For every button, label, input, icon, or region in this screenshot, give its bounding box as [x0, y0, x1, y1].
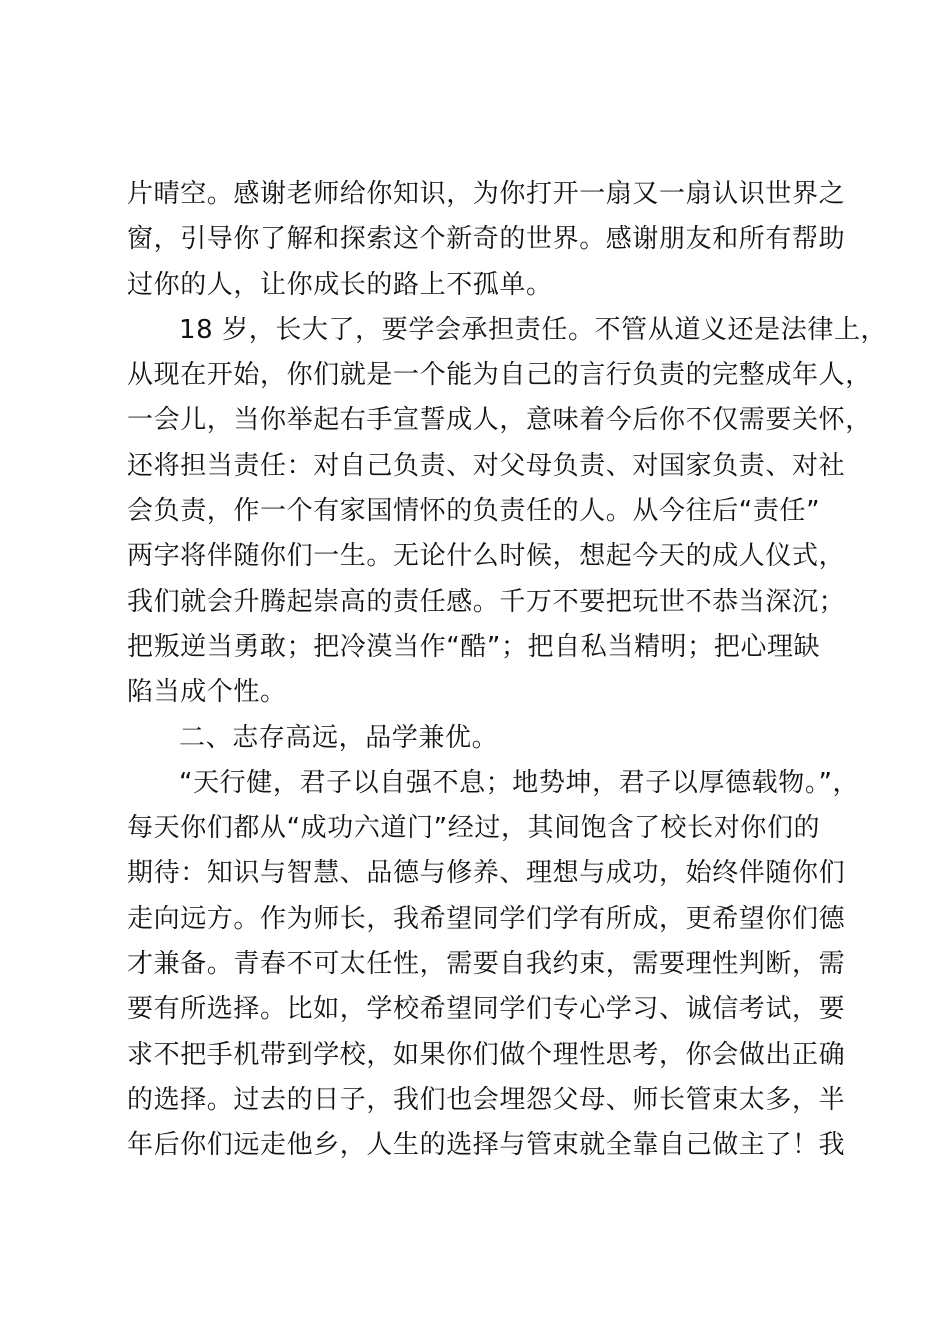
document-body — [127, 172, 888, 1169]
paragraph-start-line: 18 岁，长大了，要学会承担责任。不管从道义还是法律上， — [179, 314, 888, 345]
text-line: 年后你们远走他乡，人生的选择与管束就全靠自己做主了！我 — [127, 1130, 846, 1161]
text-line: 一会儿，当你举起右手宣誓成人，意味着今后你不仅需要关怀， — [127, 405, 872, 436]
text-line: 期待：知识与智慧、品德与修养、理想与成功，始终伴随你们 — [127, 858, 846, 889]
text-line: 要有所选择。比如，学校希望同学们专心学习、诚信考试，要 — [127, 994, 846, 1025]
text-line: 求不把手机带到学校，如果你们做个理性思考，你会做出正确 — [127, 1039, 846, 1070]
paragraph-start-line: “天行健，君子以自强不息；地势坤，君子以厚德载物。”， — [179, 767, 860, 798]
text-line: 过你的人，让你成长的路上不孤单。 — [127, 269, 553, 300]
text-line: 把叛逆当勇敢；把冷漠当作“酷”；把自私当精明；把心理缺 — [127, 631, 821, 662]
text-line: 才兼备。青春不可太任性，需要自我约束，需要理性判断，需 — [127, 949, 846, 980]
text-line: 还将担当责任：对自己负责、对父母负责、对国家负责、对社 — [127, 450, 846, 481]
text-line: 从现在开始，你们就是一个能为自己的言行负责的完整成年人， — [127, 360, 872, 391]
section-heading: 二、志存高远，品学兼优。 — [179, 722, 499, 753]
text-line: 陷当成个性。 — [127, 677, 287, 708]
text-line: 两字将伴随你们一生。无论什么时候，想起今天的成人仪式， — [127, 541, 846, 572]
text-line: 会负责，作一个有家国情怀的负责任的人。从今往后“责任” — [127, 496, 821, 527]
text-line: 我们就会升腾起崇高的责任感。千万不要把玩世不恭当深沉； — [127, 586, 846, 617]
text-line: 片晴空。感谢老师给你知识，为你打开一扇又一扇认识世界之 — [127, 179, 846, 209]
text-line: 的选择。过去的日子，我们也会埋怨父母、师长管束太多，半 — [127, 1084, 846, 1115]
text-line: 走向远方。作为师长，我希望同学们学有所成，更希望你们德 — [127, 903, 846, 934]
text-line: 每天你们都从“成功六道门”经过，其间饱含了校长对你们的 — [127, 813, 821, 844]
text-line: 窗，引导你了解和探索这个新奇的世界。感谢朋友和所有帮助 — [127, 224, 846, 255]
